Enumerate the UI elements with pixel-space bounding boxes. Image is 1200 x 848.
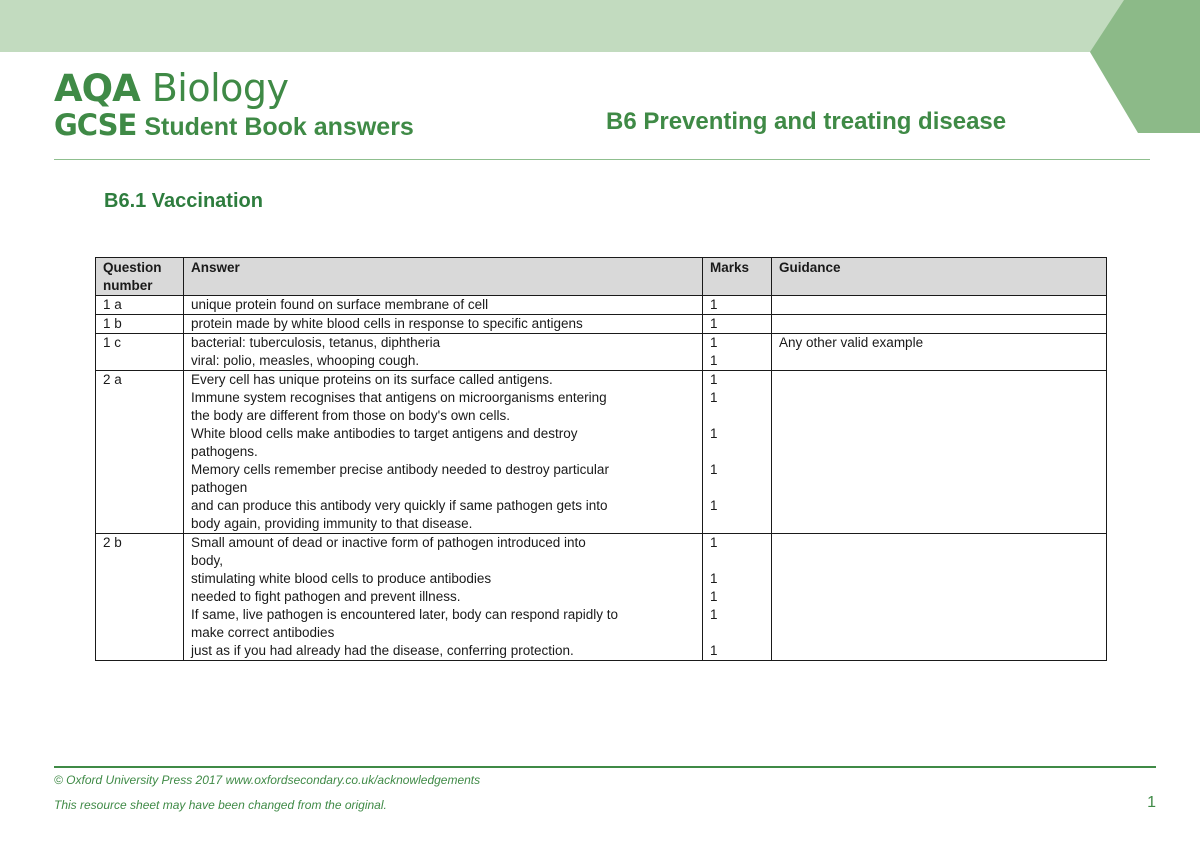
answer-line: stimulating white blood cells to produce antibodies	[191, 571, 492, 586]
answers-table	[95, 257, 1107, 661]
header-answer: Answer	[184, 258, 703, 296]
answer-line: bacterial: tuberculosis, tetanus, diphtheria	[191, 335, 441, 350]
corner-decoration	[1090, 0, 1200, 135]
header-band	[0, 0, 1200, 52]
footer-note: This resource sheet may have been changed from the original.	[54, 798, 387, 812]
marks-cell	[703, 371, 772, 534]
answer-line: If same, live pathogen is encountered later, body can respond rapidly to	[191, 607, 619, 622]
table-row	[96, 315, 1107, 334]
table-row	[96, 334, 1107, 371]
answer-line: the body are different from those on body's own cells.	[191, 408, 511, 423]
guidance-cell	[772, 334, 1107, 371]
marks-cell	[703, 315, 772, 334]
answer-line: Every cell has unique proteins on its surface called antigens.	[191, 372, 553, 387]
answer-line: just as if you had already had the disease, conferring protection.	[191, 643, 574, 658]
answer-cell	[184, 534, 703, 661]
corner-band-dark	[1090, 0, 1200, 133]
chapter-title: B6 Preventing and treating disease	[606, 108, 1007, 135]
question-number-cell: 2 a	[96, 371, 184, 534]
table-row	[96, 296, 1107, 315]
answer-line: Small amount of dead or inactive form of pathogen introduced into	[191, 535, 586, 550]
mark-value	[710, 552, 764, 570]
answer-cell	[184, 296, 703, 315]
mark-value	[710, 407, 764, 425]
question-number-cell: 1 c	[96, 334, 184, 371]
answer-cell	[184, 315, 703, 334]
mark-value	[710, 515, 764, 533]
mark-value: 1	[710, 462, 718, 477]
answer-line: needed to fight pathogen and prevent illness.	[191, 589, 461, 604]
mark-value: 1	[710, 571, 718, 586]
marks-cell	[703, 334, 772, 371]
answer-line: viral: polio, measles, whooping cough.	[191, 353, 420, 368]
brand-book-title: Student Book answers	[144, 113, 414, 141]
mark-value: 1	[710, 643, 718, 658]
question-number-cell: 1 a	[96, 296, 184, 315]
guidance-cell	[772, 371, 1107, 534]
mark-value: 1	[710, 426, 718, 441]
mark-value: 1	[710, 316, 718, 331]
mark-value	[710, 443, 764, 461]
table-row	[96, 371, 1107, 534]
mark-value: 1	[710, 589, 718, 604]
brand-level: GCSE	[54, 108, 137, 142]
answer-line: unique protein found on surface membrane of cell	[191, 297, 489, 312]
mark-value: 1	[710, 297, 718, 312]
header-question-line: number	[103, 278, 153, 293]
mark-value: 1	[710, 535, 718, 550]
answer-line: Memory cells remember precise antibody needed to destroy particular	[191, 462, 609, 477]
answer-line: body,	[191, 553, 224, 568]
brand-subject: Biology	[151, 66, 289, 110]
question-number-cell: 1 b	[96, 315, 184, 334]
header-divider	[54, 159, 1150, 160]
section-title: B6.1 Vaccination	[104, 190, 263, 212]
mark-value	[710, 479, 764, 497]
guidance-cell	[772, 315, 1107, 334]
table-body	[96, 296, 1107, 661]
answer-line: and can produce this antibody very quickly if same pathogen gets into	[191, 498, 608, 513]
answer-line: Immune system recognises that antigens on microorganisms entering	[191, 390, 607, 405]
footer-copyright: © Oxford University Press 2017 www.oxfordsecondary.co.uk/acknowledgements	[54, 773, 481, 787]
page-number: 1	[1147, 794, 1156, 811]
answer-cell	[184, 371, 703, 534]
answer-line: pathogen	[191, 480, 248, 495]
answer-line: body again, providing immunity to that disease.	[191, 516, 473, 531]
marks-cell	[703, 534, 772, 661]
answer-line: protein made by white blood cells in response to specific antigens	[191, 316, 583, 331]
mark-value: 1	[710, 390, 718, 405]
mark-value: 1	[710, 353, 718, 368]
guidance-cell	[772, 534, 1107, 661]
question-number-cell: 2 b	[96, 534, 184, 661]
footer-divider	[54, 766, 1156, 768]
marks-cell	[703, 296, 772, 315]
answer-line: make correct antibodies	[191, 625, 335, 640]
header-question-line: Question	[103, 260, 162, 275]
brand-logo	[54, 66, 414, 142]
header-question	[96, 258, 184, 296]
mark-value: 1	[710, 607, 718, 622]
mark-value: 1	[710, 498, 718, 513]
guidance-cell	[772, 296, 1107, 315]
table-row	[96, 534, 1107, 661]
mark-value	[710, 624, 764, 642]
answer-cell	[184, 334, 703, 371]
guidance-line: Any other valid example	[779, 335, 924, 350]
mark-value: 1	[710, 335, 718, 350]
brand-aqa: AQA	[54, 67, 140, 110]
header-marks: Marks	[703, 258, 772, 296]
header-guidance: Guidance	[772, 258, 1107, 296]
table-header-row	[96, 258, 1107, 296]
answer-line: pathogens.	[191, 444, 258, 459]
answer-line: White blood cells make antibodies to target antigens and destroy	[191, 426, 578, 441]
mark-value: 1	[710, 372, 718, 387]
